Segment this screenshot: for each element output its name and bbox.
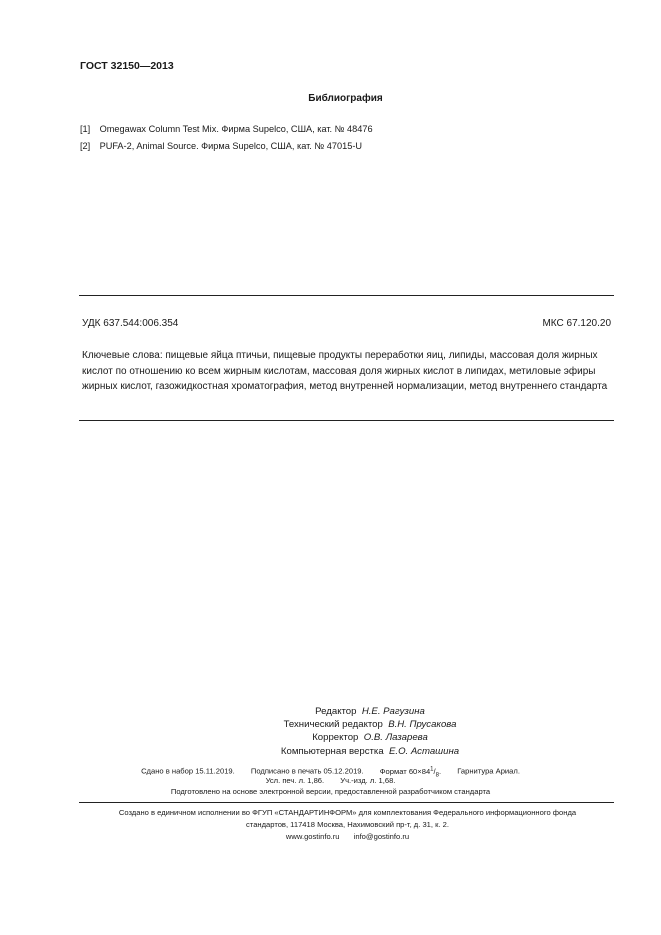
credit-role: Технический редактор <box>283 719 383 731</box>
footer <box>70 807 625 842</box>
bottom-divider <box>79 420 614 421</box>
credit-role: Компьютерная верстка <box>280 745 384 757</box>
credit-name: В.Н. Прусакова <box>388 719 457 731</box>
credit-name: Н.Е. Рагузина <box>361 706 425 717</box>
ref-text: PUFA-2, Animal Source. Фирма Supelco, США, кат. № 47015-U <box>99 141 363 151</box>
credit-line <box>220 731 520 744</box>
ref-text: Omegawax Column Test Mix. Фирма Supelco, США, кат. № 48476 <box>99 124 373 134</box>
prepared-note: Подготовлено на основе электронной версии, предоставленной разработчиком стандарта <box>170 787 491 796</box>
document-code: ГОСТ 32150—2013 <box>80 60 174 72</box>
credits-block <box>220 705 520 758</box>
website-link[interactable]: www.gostinfo.ru <box>285 831 340 841</box>
credit-role: Корректор <box>312 732 359 744</box>
mks-code: МКС 67.120.20 <box>542 318 611 329</box>
bibliography-title: Библиография <box>308 93 383 104</box>
footer-line-1: Создано в единичном исполнении во ФГУП «СТАНДАРТИНФОРМ» для комплектования Федерального информационного фонда <box>118 808 577 817</box>
credit-line <box>220 745 520 758</box>
format-numerator: 1 <box>430 766 434 772</box>
credit-name: О.В. Лазарева <box>363 732 428 744</box>
imprint-line-2 <box>0 775 661 786</box>
footer-contacts <box>70 831 625 843</box>
pub-sheets: Уч.-изд. л. 1,68. <box>340 776 396 785</box>
bibliography-item <box>80 141 362 151</box>
signed-date: Подписано в печать 05.12.2019. <box>250 766 364 776</box>
top-divider <box>79 295 614 296</box>
paper-format: Формат $60\times 84^1/_8$. <box>379 766 442 779</box>
email-link[interactable]: info@gostinfo.ru <box>353 831 410 841</box>
print-sheets: Усл. печ. л. 1,86. <box>265 776 325 785</box>
typeset-date: Сдано в набор 15.11.2019. <box>141 766 235 776</box>
footer-line-2: стандартов, 117418 Москва, Нахимовский пр-т, д. 31, к. 2. <box>246 819 449 829</box>
footer-divider <box>79 802 614 803</box>
credit-role: Редактор <box>315 706 357 717</box>
credit-line <box>220 705 520 718</box>
format-prefix: Формат 60×84 <box>379 766 431 776</box>
format-denominator: 8 <box>435 772 439 779</box>
udk-code: УДК 637.544:006.354 <box>82 318 179 329</box>
font-info: Гарнитура Ариал. <box>457 766 520 776</box>
format-suffix: . <box>438 766 442 776</box>
credit-name: Е.О. Асташина <box>389 745 460 757</box>
bibliography-item <box>80 124 373 134</box>
keywords: Ключевые слова: пищевые яйца птичьи, пищевые продукты переработки яиц, липиды, массовая доля жирных кислот по отношению ко всем жирным кислотам, массовая доля жирных кислот в липидах, метиловые эфиры жирных кислот, газожидкостная хроматография, метод внутренней нормализации, метод внутреннего стандарта <box>82 350 608 392</box>
ref-number: [2] <box>80 141 91 151</box>
ref-number: [1] <box>80 124 91 134</box>
credit-line <box>220 718 520 731</box>
